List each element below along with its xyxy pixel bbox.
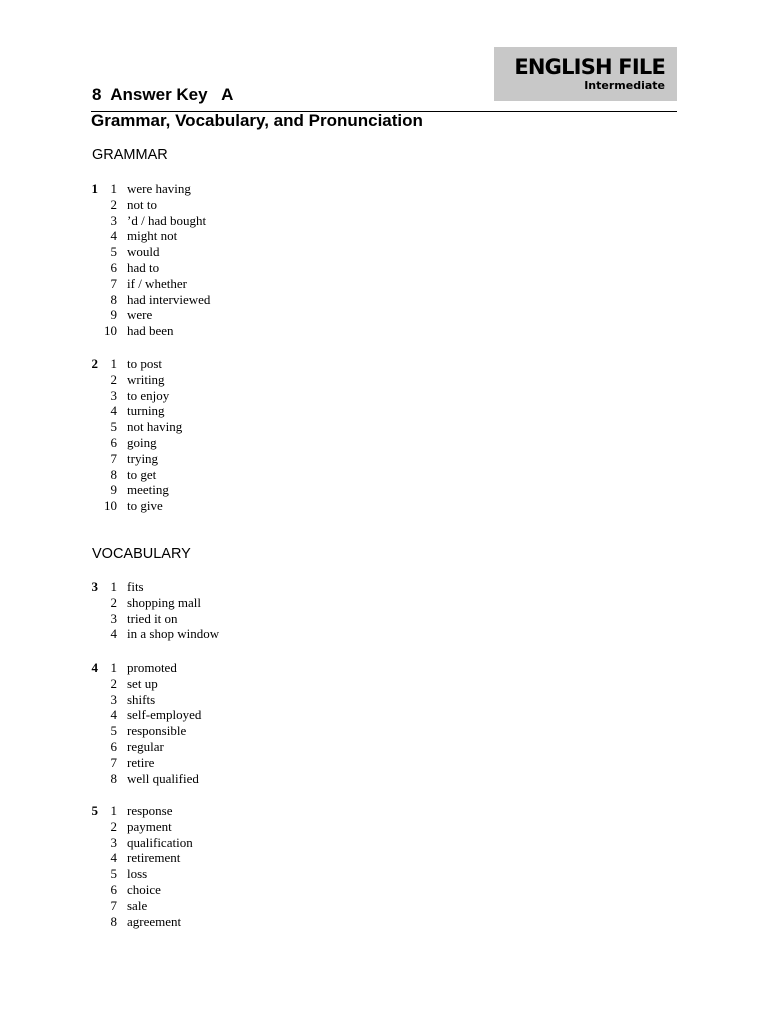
exercise-number: 1 [91, 181, 98, 196]
answer-text: fits [127, 579, 144, 594]
item-number: 2 [110, 675, 117, 691]
section-heading-vocabulary: VOCABULARY [92, 546, 191, 562]
item-number: 9 [110, 482, 117, 498]
answer-text: in a shop window [127, 626, 220, 642]
answer-text: retire [127, 754, 155, 770]
item-number: 4 [110, 403, 117, 419]
item-number: 7 [110, 754, 117, 770]
answer-text: had to [127, 259, 160, 275]
answer-text: qualification [127, 834, 193, 850]
section-heading-grammar: GRAMMAR [92, 147, 168, 163]
logo-level: Intermediate [584, 79, 665, 92]
answer-text: choice [127, 881, 161, 897]
item-number: 6 [110, 434, 117, 450]
exercise-number: 2 [91, 356, 98, 371]
item-number: 3 [110, 212, 117, 228]
item-number: 2 [110, 818, 117, 834]
item-number: 5 [110, 419, 117, 435]
item-number: 1 [110, 579, 117, 594]
item-number: 5 [110, 244, 117, 260]
item-number: 10 [104, 498, 117, 514]
item-number: 7 [110, 275, 117, 291]
answer-text: might not [127, 228, 178, 244]
answer-text: to post [127, 356, 163, 371]
answer-text: response [127, 803, 173, 818]
item-number: 10 [104, 323, 117, 339]
answer-text: payment [127, 818, 172, 834]
answer-text: turning [127, 403, 165, 419]
answer-text: were having [127, 181, 191, 196]
answer-text: meeting [127, 482, 169, 498]
answer-text: sale [127, 897, 148, 913]
item-number: 8 [110, 770, 117, 786]
item-number: 5 [110, 866, 117, 882]
answer-text: set up [127, 675, 158, 691]
item-number: 4 [110, 626, 117, 642]
item-number: 1 [110, 803, 117, 818]
page-title: Grammar, Vocabulary, and Pronunciation [91, 111, 423, 130]
answer-text: loss [127, 866, 148, 882]
item-number: 3 [110, 834, 117, 850]
item-number: 2 [110, 196, 117, 212]
answer-text: had been [127, 323, 174, 339]
item-number: 1 [110, 181, 117, 196]
item-number: 4 [110, 228, 117, 244]
answer-text: to give [127, 498, 163, 514]
item-number: 8 [110, 913, 117, 929]
english-file-logo [494, 47, 677, 101]
answer-text: ’d / had bought [127, 212, 207, 228]
item-number: 6 [110, 738, 117, 754]
item-number: 8 [110, 291, 117, 307]
answer-text: to get [127, 466, 157, 482]
answer-text: were [127, 307, 153, 323]
item-number: 6 [110, 259, 117, 275]
item-number: 9 [110, 307, 117, 323]
answer-text: trying [127, 450, 159, 466]
answer-text: writing [127, 371, 165, 387]
answer-text: not having [127, 419, 183, 435]
answer-text: self-employed [127, 707, 202, 723]
item-number: 3 [110, 387, 117, 403]
answer-text: to enjoy [127, 387, 170, 403]
item-number: 7 [110, 450, 117, 466]
unit-title: 8 Answer Key A [92, 85, 234, 104]
item-number: 4 [110, 850, 117, 866]
item-number: 4 [110, 707, 117, 723]
logo-brand: ENGLISH FILE [514, 55, 665, 79]
item-number: 7 [110, 897, 117, 913]
answer-text: retirement [127, 850, 181, 866]
item-number: 3 [110, 691, 117, 707]
answer-text: if / whether [127, 275, 187, 291]
answer-text: well qualified [127, 770, 199, 786]
item-number: 1 [110, 356, 117, 371]
answer-text: regular [127, 738, 164, 754]
item-number: 5 [110, 723, 117, 739]
answer-text: shopping mall [127, 594, 202, 610]
answer-text: had interviewed [127, 291, 211, 307]
exercise-number: 5 [91, 803, 98, 818]
answer-text: agreement [127, 913, 182, 929]
item-number: 8 [110, 466, 117, 482]
answer-text: tried it on [127, 610, 178, 626]
answer-text: not to [127, 196, 157, 212]
answer-text: would [127, 244, 160, 260]
exercise-number: 3 [91, 579, 98, 594]
item-number: 3 [110, 610, 117, 626]
item-number: 6 [110, 881, 117, 897]
answer-text: responsible [127, 723, 187, 739]
answer-text: going [127, 434, 157, 450]
exercise-number: 4 [91, 660, 98, 675]
answer-text: promoted [127, 660, 177, 675]
item-number: 2 [110, 594, 117, 610]
item-number: 2 [110, 371, 117, 387]
answer-text: shifts [127, 691, 156, 707]
item-number: 1 [110, 660, 117, 675]
